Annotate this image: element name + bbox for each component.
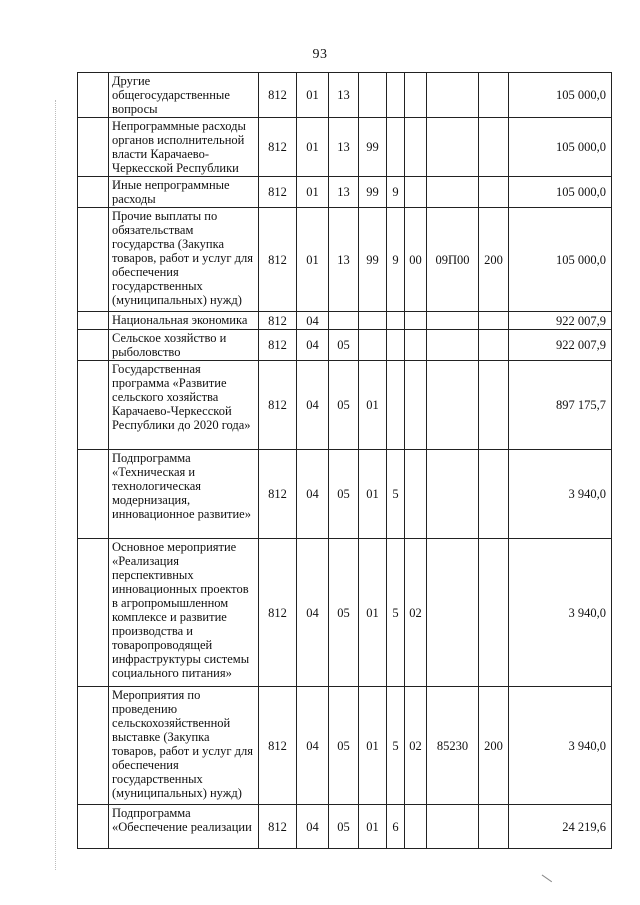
pr-code: 05 — [329, 687, 359, 805]
item-name: Национальная экономика — [109, 312, 259, 330]
csr-event-code — [405, 73, 427, 118]
item-name: Подпрограмма «Техническая и технологическая модернизация, инновационное развитие» — [109, 450, 259, 539]
csr-program-code: 99 — [359, 177, 387, 208]
blank-cell — [78, 450, 109, 539]
item-name: Государственная программа «Развитие сельского хозяйства Карачаево-Черкесской Республики до 2020 года» — [109, 361, 259, 450]
amount: 3 940,0 — [509, 450, 612, 539]
blank-cell — [78, 177, 109, 208]
gr-code: 812 — [259, 450, 297, 539]
csr-subprogram-code — [387, 73, 405, 118]
csr-direction-code: 85230 — [427, 687, 479, 805]
csr-event-code — [405, 118, 427, 177]
gr-code: 812 — [259, 330, 297, 361]
item-name: Другие общегосударственные вопросы — [109, 73, 259, 118]
vr-code — [479, 361, 509, 450]
item-name: Иные непрограммные расходы — [109, 177, 259, 208]
csr-subprogram-code — [387, 312, 405, 330]
vr-code — [479, 312, 509, 330]
csr-event-code — [405, 361, 427, 450]
csr-program-code: 01 — [359, 361, 387, 450]
csr-event-code — [405, 330, 427, 361]
item-name: Прочие выплаты по обязательствам государства (Закупка товаров, работ и услуг для обеспечения государственных (муниципальных) нужд) — [109, 208, 259, 312]
blank-cell — [78, 687, 109, 805]
table-row — [78, 361, 612, 450]
pr-code: 13 — [329, 208, 359, 312]
pr-code: 13 — [329, 177, 359, 208]
gr-code: 812 — [259, 73, 297, 118]
gr-code: 812 — [259, 312, 297, 330]
vr-code — [479, 450, 509, 539]
budget-table — [77, 72, 612, 849]
csr-program-code: 01 — [359, 687, 387, 805]
csr-program-code: 01 — [359, 539, 387, 687]
rz-code: 04 — [297, 539, 329, 687]
vr-code — [479, 177, 509, 208]
vr-code — [479, 118, 509, 177]
blank-cell — [78, 118, 109, 177]
gr-code: 812 — [259, 177, 297, 208]
pr-code: 05 — [329, 539, 359, 687]
csr-subprogram-code: 5 — [387, 450, 405, 539]
blank-cell — [78, 805, 109, 849]
rz-code: 04 — [297, 312, 329, 330]
vr-code — [479, 73, 509, 118]
amount: 24 219,6 — [509, 805, 612, 849]
margin-rule — [55, 100, 57, 870]
table-row — [78, 330, 612, 361]
csr-direction-code — [427, 312, 479, 330]
pen-mark — [536, 875, 552, 891]
amount: 105 000,0 — [509, 208, 612, 312]
vr-code — [479, 805, 509, 849]
csr-direction-code — [427, 177, 479, 208]
gr-code: 812 — [259, 539, 297, 687]
rz-code: 01 — [297, 73, 329, 118]
table-row — [78, 450, 612, 539]
csr-direction-code: 09П00 — [427, 208, 479, 312]
gr-code: 812 — [259, 805, 297, 849]
csr-subprogram-code: 9 — [387, 177, 405, 208]
csr-subprogram-code: 5 — [387, 687, 405, 805]
gr-code: 812 — [259, 361, 297, 450]
rz-code: 01 — [297, 208, 329, 312]
blank-cell — [78, 208, 109, 312]
rz-code: 04 — [297, 330, 329, 361]
vr-code — [479, 539, 509, 687]
item-name: Сельское хозяйство и рыболовство — [109, 330, 259, 361]
blank-cell — [78, 73, 109, 118]
item-name: Мероприятия по проведению сельскохозяйственной выставке (Закупка товаров, работ и услуг для обеспечения государственных (муниципальных) нужд) — [109, 687, 259, 805]
csr-direction-code — [427, 118, 479, 177]
table-row — [78, 687, 612, 805]
csr-program-code — [359, 73, 387, 118]
csr-direction-code — [427, 73, 479, 118]
amount: 897 175,7 — [509, 361, 612, 450]
table-row — [78, 177, 612, 208]
pr-code — [329, 312, 359, 330]
table-row — [78, 805, 612, 849]
table-row — [78, 312, 612, 330]
csr-subprogram-code — [387, 330, 405, 361]
csr-event-code: 00 — [405, 208, 427, 312]
csr-program-code: 99 — [359, 208, 387, 312]
csr-event-code — [405, 312, 427, 330]
rz-code: 04 — [297, 450, 329, 539]
pr-code: 05 — [329, 805, 359, 849]
pr-code: 05 — [329, 361, 359, 450]
gr-code: 812 — [259, 208, 297, 312]
csr-program-code: 01 — [359, 450, 387, 539]
csr-subprogram-code: 6 — [387, 805, 405, 849]
pr-code: 13 — [329, 118, 359, 177]
rz-code: 04 — [297, 805, 329, 849]
page-number: 93 — [312, 47, 328, 62]
pr-code: 13 — [329, 73, 359, 118]
pr-code: 05 — [329, 330, 359, 361]
csr-event-code: 02 — [405, 687, 427, 805]
item-name: Непрограммные расходы органов исполнительной власти Карачаево-Черкесской Республики — [109, 118, 259, 177]
csr-direction-code — [427, 539, 479, 687]
table-row — [78, 208, 612, 312]
blank-cell — [78, 330, 109, 361]
pr-code: 05 — [329, 450, 359, 539]
amount: 105 000,0 — [509, 73, 612, 118]
csr-direction-code — [427, 361, 479, 450]
vr-code — [479, 330, 509, 361]
csr-program-code — [359, 330, 387, 361]
amount: 922 007,9 — [509, 330, 612, 361]
amount: 922 007,9 — [509, 312, 612, 330]
rz-code: 04 — [297, 687, 329, 805]
amount: 3 940,0 — [509, 539, 612, 687]
amount: 105 000,0 — [509, 118, 612, 177]
csr-event-code — [405, 177, 427, 208]
csr-direction-code — [427, 330, 479, 361]
item-name: Основное мероприятие «Реализация перспективных инновационных проектов в агропромышленном комплексе и развитие производства и товаропроводящей инфраструктуры системы социального питания» — [109, 539, 259, 687]
gr-code: 812 — [259, 687, 297, 805]
csr-program-code: 99 — [359, 118, 387, 177]
blank-cell — [78, 312, 109, 330]
amount: 3 940,0 — [509, 687, 612, 805]
csr-subprogram-code: 5 — [387, 539, 405, 687]
amount: 105 000,0 — [509, 177, 612, 208]
csr-direction-code — [427, 805, 479, 849]
vr-code: 200 — [479, 687, 509, 805]
gr-code: 812 — [259, 118, 297, 177]
table-row — [78, 118, 612, 177]
csr-subprogram-code: 9 — [387, 208, 405, 312]
rz-code: 01 — [297, 177, 329, 208]
csr-event-code — [405, 805, 427, 849]
rz-code: 01 — [297, 118, 329, 177]
rz-code: 04 — [297, 361, 329, 450]
item-name: Подпрограмма «Обеспечение реализации — [109, 805, 259, 849]
csr-program-code: 01 — [359, 805, 387, 849]
table-row — [78, 73, 612, 118]
csr-event-code: 02 — [405, 539, 427, 687]
vr-code: 200 — [479, 208, 509, 312]
csr-subprogram-code — [387, 118, 405, 177]
table-row — [78, 539, 612, 687]
csr-subprogram-code — [387, 361, 405, 450]
csr-event-code — [405, 450, 427, 539]
blank-cell — [78, 539, 109, 687]
blank-cell — [78, 361, 109, 450]
csr-program-code — [359, 312, 387, 330]
csr-direction-code — [427, 450, 479, 539]
